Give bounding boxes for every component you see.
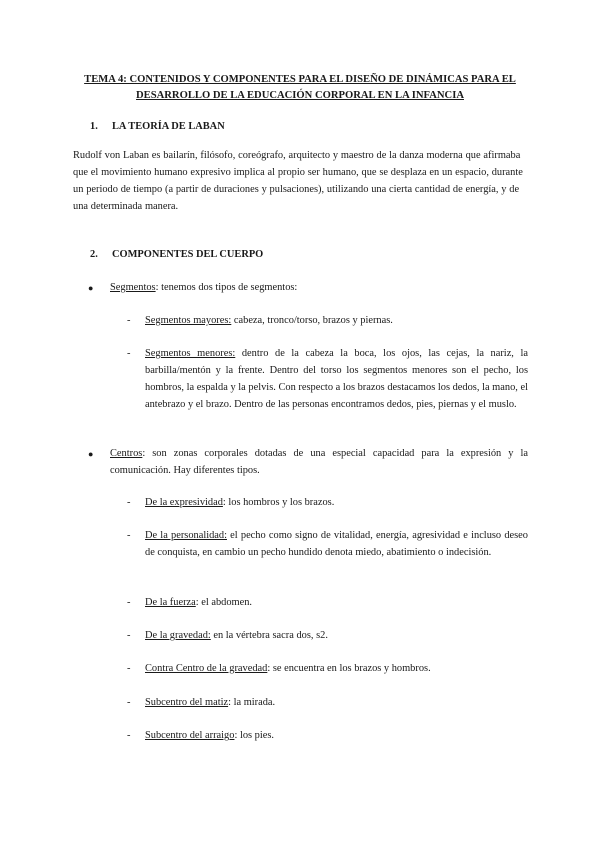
dash-icon: -	[127, 697, 131, 708]
text-segmentos-menores: dentro de la cabeza la boca, los ojos, las cejas, la nariz, la barbilla/mentón y la frente. Dentro del torso los segmentos menores son el pecho, los hombros, la espalda y la pelvis. Con respecto a los brazos destacamos los dedos, la mano, el antebrazo y el brazo. Dentro de las personas encontramos dedos, pies, piernas y el muslo.	[145, 348, 528, 410]
term-centros: Centros	[110, 448, 143, 459]
dash-icon: -	[127, 597, 131, 608]
section-1-paragraph: Rudolf von Laban es bailarín, filósofo, coreógrafo, arquitecto y maestro de la danza moderna que afirmaba que el movimiento humano expresivo implica al propio ser humano, que se desplaza en un espacio, durante un periodo de tiempo (a partir de duraciones y pulsaciones), utilizando una cierta cantidad de energía, y de una determinada manera.	[73, 150, 523, 212]
term-subcentro-arraigo: Subcentro del arraigo	[145, 730, 235, 741]
text-segmentos-mayores: cabeza, tronco/torso, brazos y piernas.	[231, 315, 393, 326]
list-item-contra-centro	[127, 661, 528, 678]
list-item-subcentro-matiz	[127, 695, 528, 712]
document-title	[70, 72, 530, 105]
section-1-heading	[90, 119, 225, 136]
dash-icon: -	[127, 348, 131, 359]
list-item-centros	[88, 446, 528, 480]
title-line-2: DESARROLLO DE LA EDUCACIÓN CORPORAL EN LA INFANCIA	[136, 90, 464, 102]
text-expresividad: : los hombros y los brazos.	[222, 497, 335, 508]
dash-icon: -	[127, 730, 131, 741]
list-item-segmentos-menores	[127, 346, 528, 413]
list-item-segmentos	[88, 280, 528, 297]
dash-icon: -	[127, 497, 131, 508]
title-line-1: TEMA 4: CONTENIDOS Y COMPONENTES PARA EL DISEÑO DE DINÁMICAS PARA EL	[84, 74, 516, 85]
term-gravedad: De la gravedad:	[145, 630, 211, 641]
dash-icon: -	[127, 630, 131, 641]
bullet-icon: ●	[88, 283, 94, 293]
term-segmentos: Segmentos	[110, 282, 156, 293]
list-item-gravedad	[127, 628, 528, 645]
text-contra-centro: : se encuentra en los brazos y hombros.	[267, 663, 431, 674]
list-item-fuerza	[127, 595, 528, 612]
section-2-title: COMPONENTES DEL CUERPO	[112, 249, 264, 260]
text-centros: : son zonas corporales dotadas de una especial capacidad para la expresión y la comunicación. Hay diferentes tipos.	[110, 448, 528, 476]
section-1-number: 1.	[90, 121, 98, 132]
term-segmentos-menores: Segmentos menores:	[145, 348, 236, 359]
term-subcentro-matiz: Subcentro del matiz	[145, 697, 229, 708]
dash-icon: -	[127, 530, 131, 541]
text-gravedad: en la vértebra sacra dos, s2.	[210, 630, 328, 641]
term-fuerza: De la fuerza	[145, 597, 196, 608]
list-item-personalidad	[127, 528, 528, 562]
text-subcentro-arraigo: : los pies.	[234, 730, 274, 741]
section-2-heading	[90, 247, 263, 264]
section-2-number: 2.	[90, 249, 98, 260]
text-subcentro-matiz: : la mirada.	[228, 697, 276, 708]
list-item-segmentos-mayores	[127, 313, 528, 330]
dash-icon: -	[127, 315, 131, 326]
term-personalidad: De la personalidad:	[145, 530, 227, 541]
list-item-subcentro-arraigo	[127, 728, 528, 745]
bullet-icon: ●	[88, 449, 94, 459]
term-contra-centro: Contra Centro de la gravedad	[145, 663, 268, 674]
list-item-expresividad	[127, 495, 528, 512]
dash-icon: -	[127, 663, 131, 674]
text-segmentos: : tenemos dos tipos de segmentos:	[155, 282, 298, 293]
text-fuerza: : el abdomen.	[195, 597, 253, 608]
term-expresividad: De la expresividad	[145, 497, 223, 508]
section-1-title: LA TEORÍA DE LABAN	[112, 121, 225, 132]
text-personalidad: el pecho como signo de vitalidad, energía, agresividad e incluso deseo de conquista, en cambio un pecho hundido denota miedo, abatimiento o indecisión.	[145, 530, 528, 558]
term-segmentos-mayores: Segmentos mayores:	[145, 315, 232, 326]
